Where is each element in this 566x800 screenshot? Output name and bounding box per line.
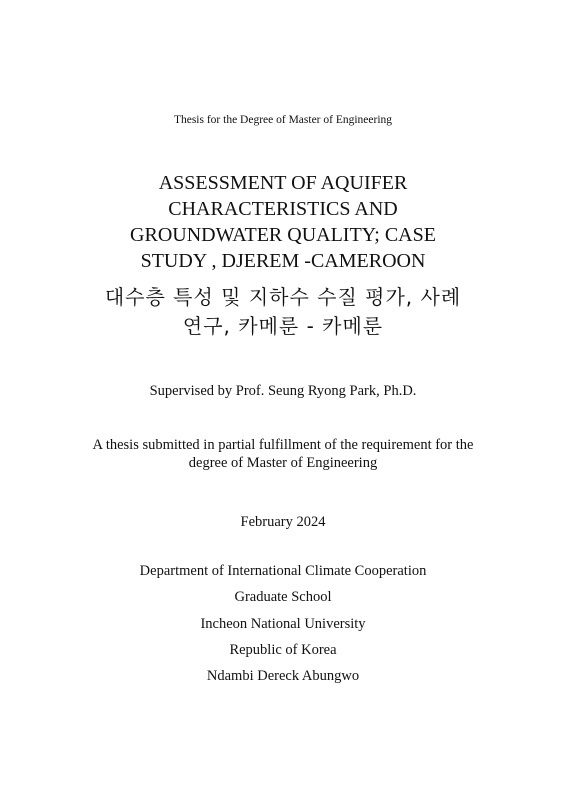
date-line: February 2024 xyxy=(240,514,326,530)
title-line-3: GROUNDWATER QUALITY; CASE xyxy=(130,224,436,246)
submission-line-1: A thesis submitted in partial fulfillment of the requirement for the xyxy=(92,437,474,453)
submission-line-2: degree of Master of Engineering xyxy=(188,455,378,471)
university-line: Incheon National University xyxy=(200,616,366,632)
title-line-1: ASSESSMENT OF AQUIFER xyxy=(158,172,408,194)
country-line: Republic of Korea xyxy=(229,642,337,658)
title-line-4: STUDY , DJEREM -CAMEROON xyxy=(140,250,426,272)
department-line: Department of International Climate Cooperation xyxy=(139,563,427,579)
korean-title-line-1: 대수층 특성 및 지하수 수질 평가, 사례 xyxy=(104,285,462,309)
degree-line: Thesis for the Degree of Master of Engineering xyxy=(173,114,393,126)
title-line-2: CHARACTERISTICS AND xyxy=(168,198,398,220)
supervisor-line: Supervised by Prof. Seung Ryong Park, Ph.D. xyxy=(149,383,417,399)
school-line: Graduate School xyxy=(234,589,332,605)
korean-title-line-2: 연구, 카메룬 - 카메룬 xyxy=(182,314,384,338)
author-line: Ndambi Dereck Abungwo xyxy=(206,668,360,684)
